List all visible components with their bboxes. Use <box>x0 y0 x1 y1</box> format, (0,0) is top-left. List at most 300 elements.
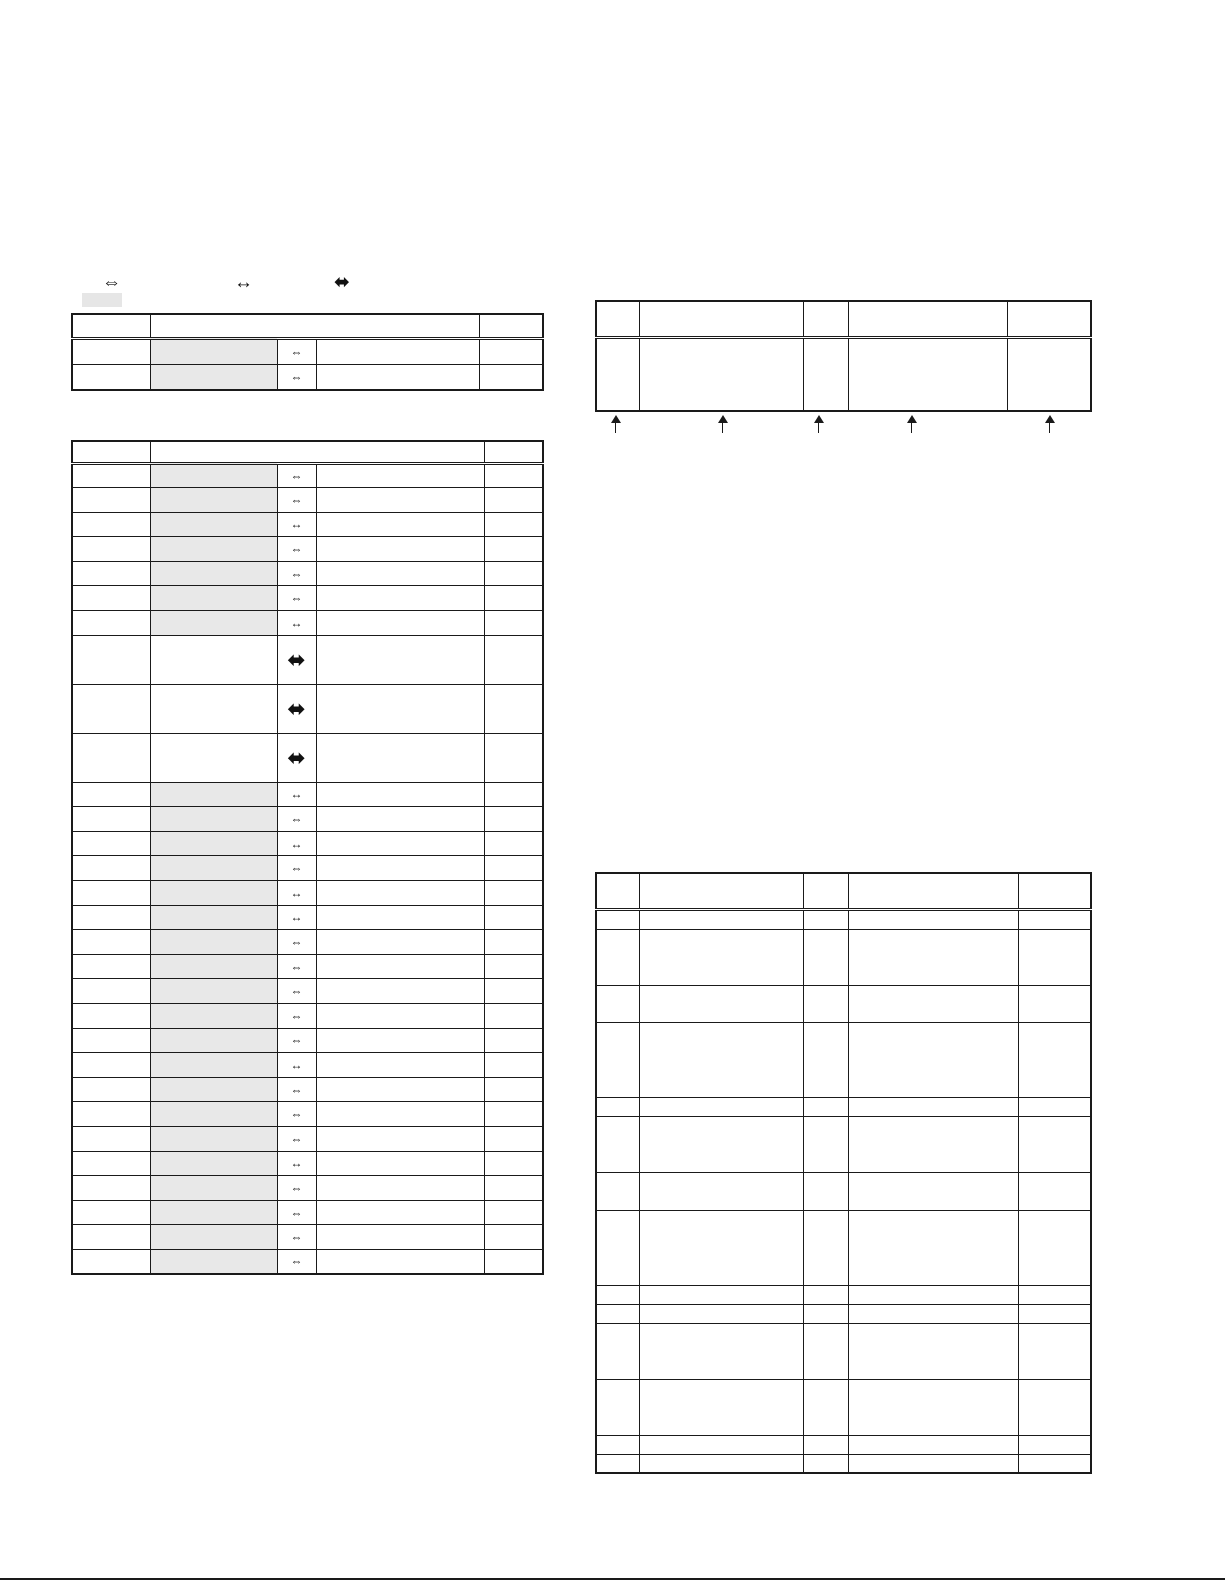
pin-cell <box>72 979 150 1004</box>
table-row <box>72 488 543 513</box>
table-row <box>72 1102 543 1127</box>
table-row <box>72 807 543 832</box>
header-cell <box>803 301 848 337</box>
table-row <box>72 1028 543 1053</box>
connection-cell <box>316 831 484 856</box>
table-row <box>72 1249 543 1274</box>
pin-cell <box>72 1126 150 1151</box>
signal-name-cell <box>150 807 277 832</box>
signal-name-cell <box>150 856 277 881</box>
table-row <box>72 831 543 856</box>
signal-name-cell <box>150 1004 277 1029</box>
table-cell <box>848 1379 1018 1435</box>
table-cell <box>596 1454 639 1473</box>
remark-cell <box>484 537 543 562</box>
signal-name-cell <box>150 463 277 488</box>
table-row <box>596 1210 1091 1285</box>
pin-cell <box>72 611 150 636</box>
connection-cell <box>316 856 484 881</box>
direction-arrow-icon: ⬌ <box>277 635 316 684</box>
connection-cell <box>316 979 484 1004</box>
pin-cell <box>72 733 150 782</box>
table-row <box>596 1285 1091 1304</box>
table-header-row <box>596 873 1091 909</box>
table-cell <box>639 1285 803 1304</box>
pin-cell <box>72 1004 150 1029</box>
header-cell <box>72 314 150 338</box>
table-cell <box>848 1172 1018 1210</box>
table-cell <box>848 1323 1018 1379</box>
pin-cell <box>72 831 150 856</box>
pin-cell <box>72 1053 150 1078</box>
table-row <box>596 1116 1091 1172</box>
pin-cell <box>72 1077 150 1102</box>
table-cell <box>639 909 803 929</box>
signal-name-cell <box>150 1028 277 1053</box>
table-row <box>596 929 1091 985</box>
table-row <box>72 856 543 881</box>
remark-cell <box>484 512 543 537</box>
table-row <box>72 1004 543 1029</box>
table-row <box>72 1053 543 1078</box>
remark-cell <box>484 488 543 513</box>
header-cell <box>848 873 1018 909</box>
pin-cell <box>72 586 150 611</box>
table-cell <box>848 909 1018 929</box>
remark-cell <box>484 1053 543 1078</box>
table-row <box>72 881 543 906</box>
direction-arrow-icon: ⇔ <box>277 488 316 513</box>
signal-name-cell <box>150 954 277 979</box>
table-cell <box>848 1454 1018 1473</box>
table-row <box>596 1454 1091 1473</box>
remark-cell <box>484 1102 543 1127</box>
header-cell <box>150 314 479 338</box>
table-cell <box>803 1285 848 1304</box>
connection-cell <box>316 684 484 733</box>
signal-name-cell <box>150 1102 277 1127</box>
remark-cell <box>484 1200 543 1225</box>
table-row <box>72 954 543 979</box>
direction-arrow-icon: ⇔ <box>277 1102 316 1127</box>
pin-cell <box>72 1200 150 1225</box>
table-row <box>72 1176 543 1201</box>
direction-arrow-icon: ↔ <box>277 905 316 930</box>
signal-name-cell <box>150 561 277 586</box>
table-row <box>596 1435 1091 1454</box>
signal-name-cell <box>150 1151 277 1176</box>
pin-cell <box>72 856 150 881</box>
connection-cell <box>316 733 484 782</box>
table-cell <box>1007 337 1091 411</box>
connection-cell <box>316 1200 484 1225</box>
table-cell <box>1018 1285 1091 1304</box>
pin-cell <box>72 1151 150 1176</box>
table-cell <box>803 1097 848 1116</box>
signal-name-cell <box>150 364 277 390</box>
connection-cell <box>316 1053 484 1078</box>
pin-cell <box>72 463 150 488</box>
table-cell <box>1018 1379 1091 1435</box>
table-header-row <box>72 441 543 463</box>
table-row <box>72 635 543 684</box>
remark-cell <box>484 954 543 979</box>
signal-name-cell <box>150 831 277 856</box>
table-cell <box>639 1172 803 1210</box>
table-row <box>72 586 543 611</box>
table-row <box>72 1225 543 1250</box>
connection-cell <box>316 807 484 832</box>
table-row <box>596 909 1091 929</box>
connection-cell <box>316 1028 484 1053</box>
table-cell <box>848 1435 1018 1454</box>
pin-cell <box>72 364 150 390</box>
table-row <box>72 463 543 488</box>
header-cell <box>1018 873 1091 909</box>
table-cell <box>803 1116 848 1172</box>
table-cell <box>803 1454 848 1473</box>
pin-cell <box>72 881 150 906</box>
table-row <box>596 985 1091 1022</box>
connection-cell <box>316 905 484 930</box>
signal-name-cell <box>150 684 277 733</box>
connection-cell <box>316 930 484 955</box>
pin-cell <box>72 905 150 930</box>
header-cell <box>596 873 639 909</box>
table-cell <box>596 1172 639 1210</box>
table-cell <box>639 1097 803 1116</box>
direction-arrow-icon: ↔ <box>277 831 316 856</box>
direction-arrow-icon: ⇔ <box>277 1249 316 1274</box>
signal-name-cell <box>150 905 277 930</box>
table-cell <box>596 1116 639 1172</box>
table-cell <box>1018 1304 1091 1323</box>
connection-cell <box>316 1151 484 1176</box>
direction-arrow-icon: ↔ <box>277 782 316 807</box>
table-cell <box>1018 929 1091 985</box>
pin-cell <box>72 1102 150 1127</box>
table-cell <box>596 909 639 929</box>
pin-cell <box>72 954 150 979</box>
table-row <box>596 1304 1091 1323</box>
signal-name-cell <box>150 1126 277 1151</box>
table-cell <box>848 1210 1018 1285</box>
remark-cell <box>484 561 543 586</box>
connection-cell <box>316 782 484 807</box>
pin-table-b <box>71 440 544 1275</box>
remark-cell <box>484 463 543 488</box>
signal-name-cell <box>150 1176 277 1201</box>
connection-cell <box>316 1004 484 1029</box>
remark-cell <box>484 611 543 636</box>
direction-arrow-icon: ⇔ <box>277 954 316 979</box>
direction-arrow-icon: ⇔ <box>277 1077 316 1102</box>
table-cell <box>596 1435 639 1454</box>
table-cell <box>1018 1116 1091 1172</box>
connection-cell <box>316 1225 484 1250</box>
table-cell <box>1018 1323 1091 1379</box>
connection-cell <box>316 1102 484 1127</box>
pin-cell <box>72 561 150 586</box>
table-cell <box>1018 1454 1091 1473</box>
connection-cell <box>316 537 484 562</box>
pin-cell <box>72 1176 150 1201</box>
connection-cell <box>316 1077 484 1102</box>
table-cell <box>639 1435 803 1454</box>
signal-name-cell <box>150 1225 277 1250</box>
table-row <box>72 684 543 733</box>
connection-cell <box>316 1176 484 1201</box>
table-cell <box>803 1435 848 1454</box>
table-cell <box>639 1304 803 1323</box>
table-row <box>72 979 543 1004</box>
table-cell <box>848 1097 1018 1116</box>
pin-cell <box>72 512 150 537</box>
double-arrow-icon: ⇔ <box>102 272 121 293</box>
table-cell <box>596 929 639 985</box>
direction-arrow-icon: ⇔ <box>277 856 316 881</box>
table-row <box>72 338 543 364</box>
table-cell <box>596 337 639 411</box>
table-cell <box>848 1304 1018 1323</box>
remark-cell <box>484 1004 543 1029</box>
table-row <box>596 1172 1091 1210</box>
header-cell <box>72 441 150 463</box>
connection-cell <box>316 954 484 979</box>
table-row <box>596 1022 1091 1097</box>
connection-cell <box>316 1249 484 1274</box>
table-cell <box>596 1210 639 1285</box>
pin-cell <box>72 1249 150 1274</box>
direction-arrow-icon: ↔ <box>277 1151 316 1176</box>
direction-arrow-icon: ↔ <box>277 611 316 636</box>
table-cell <box>803 1304 848 1323</box>
table-cell <box>848 1022 1018 1097</box>
signal-name-cell <box>150 1053 277 1078</box>
remark-cell <box>484 586 543 611</box>
remark-cell <box>484 1126 543 1151</box>
remark-cell <box>484 856 543 881</box>
direction-arrow-icon: ⇔ <box>277 463 316 488</box>
pin-table-a <box>71 313 544 391</box>
signal-name-cell <box>150 488 277 513</box>
table-cell <box>803 1210 848 1285</box>
table-cell <box>1018 1022 1091 1097</box>
direction-arrow-icon: ⬌ <box>277 684 316 733</box>
signal-name-cell <box>150 733 277 782</box>
signal-name-cell <box>150 881 277 906</box>
remark-cell <box>484 979 543 1004</box>
table-cell <box>639 1323 803 1379</box>
table-cell <box>639 1454 803 1473</box>
connection-cell <box>316 611 484 636</box>
symbol-legend <box>80 272 540 312</box>
table-cell <box>1018 909 1091 929</box>
connection-cell <box>316 561 484 586</box>
direction-arrow-icon: ⇔ <box>277 561 316 586</box>
signal-name-cell <box>150 1077 277 1102</box>
table-row <box>72 537 543 562</box>
table-row <box>72 733 543 782</box>
signal-name-cell <box>150 586 277 611</box>
remark-cell <box>479 338 543 364</box>
table-row <box>72 611 543 636</box>
table-cell <box>596 1323 639 1379</box>
connection-cell <box>316 512 484 537</box>
table-cell <box>596 1379 639 1435</box>
table-cell <box>803 1172 848 1210</box>
direction-arrow-icon: ⇔ <box>277 1028 316 1053</box>
remark-cell <box>484 635 543 684</box>
table-row <box>72 364 543 390</box>
header-cell <box>803 873 848 909</box>
table-row <box>72 930 543 955</box>
connection-cell <box>316 488 484 513</box>
signal-name-cell <box>150 782 277 807</box>
header-cell <box>639 301 803 337</box>
remark-cell <box>484 1077 543 1102</box>
table-cell <box>639 1022 803 1097</box>
pin-cell <box>72 537 150 562</box>
up-arrow-icon <box>813 415 825 433</box>
table-row <box>72 1077 543 1102</box>
up-arrow-icon <box>1044 415 1056 433</box>
table-cell <box>803 909 848 929</box>
table-row <box>596 337 1091 411</box>
pin-cell <box>72 930 150 955</box>
format-table <box>595 300 1092 412</box>
table-cell <box>639 1116 803 1172</box>
table-row <box>72 782 543 807</box>
connection-cell <box>316 338 479 364</box>
up-arrow-icon <box>717 415 729 433</box>
signal-name-cell <box>150 979 277 1004</box>
table-row <box>72 1151 543 1176</box>
table-cell <box>803 929 848 985</box>
remark-cell <box>484 881 543 906</box>
footer-rule <box>0 1578 1225 1580</box>
table-cell <box>639 1379 803 1435</box>
direction-arrow-icon: ⇔ <box>277 537 316 562</box>
table-cell <box>1018 1435 1091 1454</box>
direction-arrow-icon: ⇔ <box>277 586 316 611</box>
signal-name-cell <box>150 338 277 364</box>
table-cell <box>596 1022 639 1097</box>
direction-arrow-icon: ⇔ <box>277 1200 316 1225</box>
pin-cell <box>72 684 150 733</box>
table-cell <box>639 985 803 1022</box>
pin-cell <box>72 635 150 684</box>
direction-arrow-icon: ↔ <box>277 881 316 906</box>
up-arrow-icon <box>610 415 622 433</box>
direction-arrow-icon: ↔ <box>277 512 316 537</box>
header-cell <box>1007 301 1091 337</box>
remark-cell <box>484 1176 543 1201</box>
direction-arrow-icon: ⇔ <box>277 930 316 955</box>
header-cell <box>639 873 803 909</box>
table-row <box>72 1126 543 1151</box>
table-cell <box>803 1379 848 1435</box>
command-table <box>595 872 1092 1474</box>
table-cell <box>1018 985 1091 1022</box>
header-cell <box>479 314 543 338</box>
direction-arrow-icon: ⇔ <box>277 1176 316 1201</box>
direction-arrow-icon: ⇔ <box>277 979 316 1004</box>
header-cell <box>484 441 543 463</box>
direction-arrow-icon: ⇔ <box>277 338 316 364</box>
table-row <box>72 1200 543 1225</box>
table-cell <box>639 1210 803 1285</box>
remark-cell <box>484 930 543 955</box>
pin-cell <box>72 488 150 513</box>
pin-cell <box>72 782 150 807</box>
shade-swatch <box>82 293 122 307</box>
table-cell <box>596 1285 639 1304</box>
direction-arrow-icon: ↔ <box>277 1053 316 1078</box>
table-cell <box>1018 1210 1091 1285</box>
connection-cell <box>316 586 484 611</box>
header-cell <box>596 301 639 337</box>
pin-cell <box>72 338 150 364</box>
table-cell <box>803 985 848 1022</box>
table-cell <box>596 1097 639 1116</box>
remark-cell <box>484 1028 543 1053</box>
remark-cell <box>484 782 543 807</box>
table-cell <box>803 337 848 411</box>
direction-arrow-icon: ⇔ <box>277 364 316 390</box>
connection-cell <box>316 463 484 488</box>
remark-cell <box>484 1151 543 1176</box>
remark-cell <box>484 1225 543 1250</box>
remark-cell <box>484 684 543 733</box>
table-cell <box>848 1285 1018 1304</box>
signal-name-cell <box>150 537 277 562</box>
table-row <box>596 1097 1091 1116</box>
remark-cell <box>484 733 543 782</box>
remark-cell <box>484 905 543 930</box>
table-cell <box>1018 1172 1091 1210</box>
connection-cell <box>316 1126 484 1151</box>
table-cell <box>848 337 1007 411</box>
header-cell <box>150 441 484 463</box>
pin-cell <box>72 1028 150 1053</box>
pin-cell <box>72 1225 150 1250</box>
bold-arrow-icon: ⬌ <box>334 272 350 293</box>
table-header-row <box>596 301 1091 337</box>
table-header-row <box>72 314 543 338</box>
up-arrow-icon <box>906 415 918 433</box>
connection-cell <box>316 881 484 906</box>
table-cell <box>848 1116 1018 1172</box>
signal-name-cell <box>150 1249 277 1274</box>
table-cell <box>596 985 639 1022</box>
direction-arrow-icon: ⬌ <box>277 733 316 782</box>
remark-cell <box>484 1249 543 1274</box>
header-cell <box>848 301 1007 337</box>
pin-cell <box>72 807 150 832</box>
direction-arrow-icon: ⇔ <box>277 1126 316 1151</box>
connection-cell <box>316 364 479 390</box>
single-arrow-icon: ↔ <box>234 272 253 293</box>
table-cell <box>803 1323 848 1379</box>
direction-arrow-icon: ⇔ <box>277 1004 316 1029</box>
signal-name-cell <box>150 1200 277 1225</box>
signal-name-cell <box>150 512 277 537</box>
table-cell <box>848 985 1018 1022</box>
table-row <box>72 905 543 930</box>
signal-name-cell <box>150 635 277 684</box>
remark-cell <box>479 364 543 390</box>
